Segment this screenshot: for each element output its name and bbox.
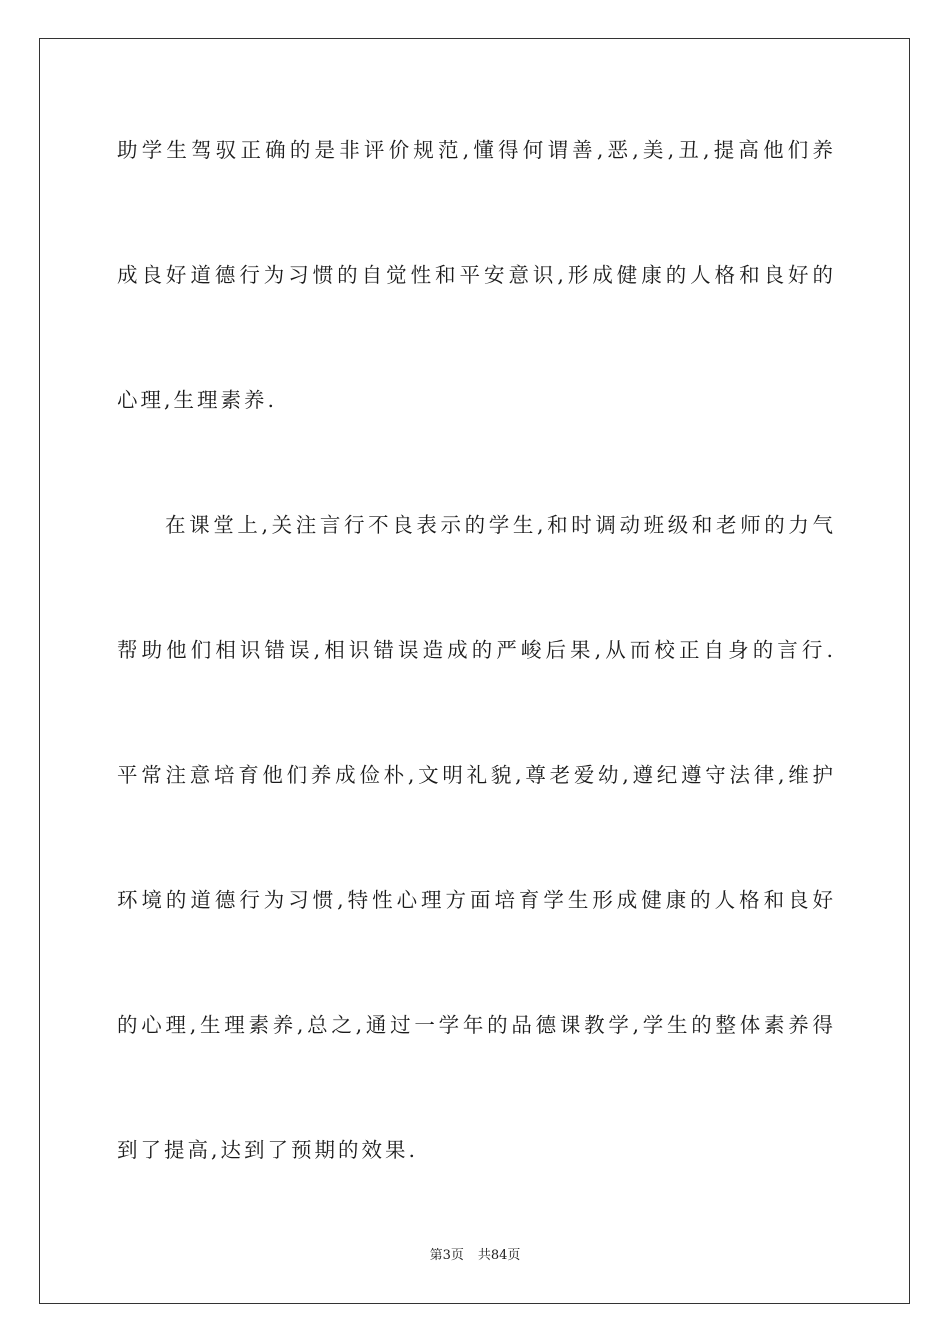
page-total: 共84页 <box>477 1248 521 1263</box>
text-line: 在课堂上,关注言行不良表示的学生,和时调动班级和老师的力气 <box>165 513 833 537</box>
text-line: 的心理,生理素养,总之,通过一学年的品德课教学,学生的整体素养得 <box>117 1013 833 1037</box>
text-line: 心理,生理素养. <box>117 388 278 412</box>
text-line: 到了提高,达到了预期的效果. <box>117 1138 419 1162</box>
page-border <box>39 38 910 1304</box>
text-line: 帮助他们相识错误,相识错误造成的严峻后果,从而校正自身的言行. <box>117 638 833 662</box>
page-number: 第3页 <box>429 1248 464 1263</box>
text-line: 平常注意培育他们养成俭朴,文明礼貌,尊老爱幼,遵纪遵守法律,维护 <box>117 763 833 787</box>
text-line: 助学生驾驭正确的是非评价规范,懂得何谓善,恶,美,丑,提高他们养 <box>117 138 833 162</box>
text-line: 环境的道德行为习惯,特性心理方面培育学生形成健康的人格和良好 <box>117 888 833 912</box>
page-footer <box>0 1247 950 1265</box>
text-line: 成良好道德行为习惯的自觉性和平安意识,形成健康的人格和良好的 <box>117 263 833 287</box>
